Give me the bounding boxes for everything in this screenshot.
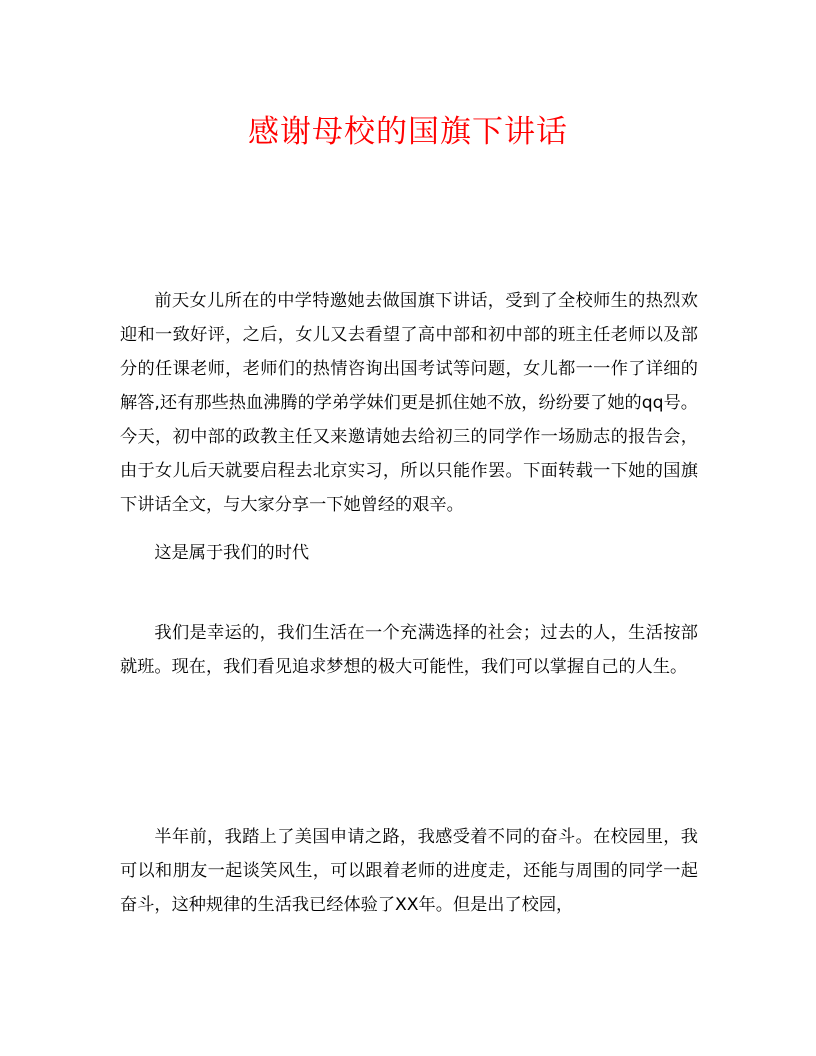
- paragraph-lucky: 我们是幸运的，我们生活在一个充满选择的社会；过去的人，生活按部就班。现在，我们看见追求梦想的极大可能性，我们可以掌握自己的人生。: [120, 623, 698, 677]
- body-text-block-2: [120, 616, 698, 684]
- body-text-block-3: [120, 820, 698, 922]
- paragraph-intro: 前天女儿所在的中学特邀她去做国旗下讲话，受到了全校师生的热烈欢迎和一致好评，之后，女儿又去看望了高中部和初中部的班主任老师以及部分的任课老师，老师们的热情咨询出国考试等问题，女儿都一一作了详细的解答,还有那些热血沸腾的学弟学妹们更是抓住她不放，纷纷要了她的qq号。今天，初中部的政教主任又来邀请她去给初三的同学作一场励志的报告会，由于女儿后天就要启程去北京实习，所以只能作罢。下面转载一下她的国旗下讲话全文，与大家分享一下她曾经的艰辛。: [120, 291, 698, 515]
- paragraph-half-year: 半年前，我踏上了美国申请之路，我感受着不同的奋斗。在校园里，我可以和朋友一起谈笑风生，可以跟着老师的进度走，还能与周围的同学一起奋斗，这种规律的生活我已经体验了XX年。但是出了校园，: [120, 827, 698, 915]
- document-title: 感谢母校的国旗下讲话: [248, 114, 568, 150]
- paragraph-subtitle: 这是属于我们的时代: [154, 543, 310, 563]
- body-text-block-1: [120, 284, 698, 570]
